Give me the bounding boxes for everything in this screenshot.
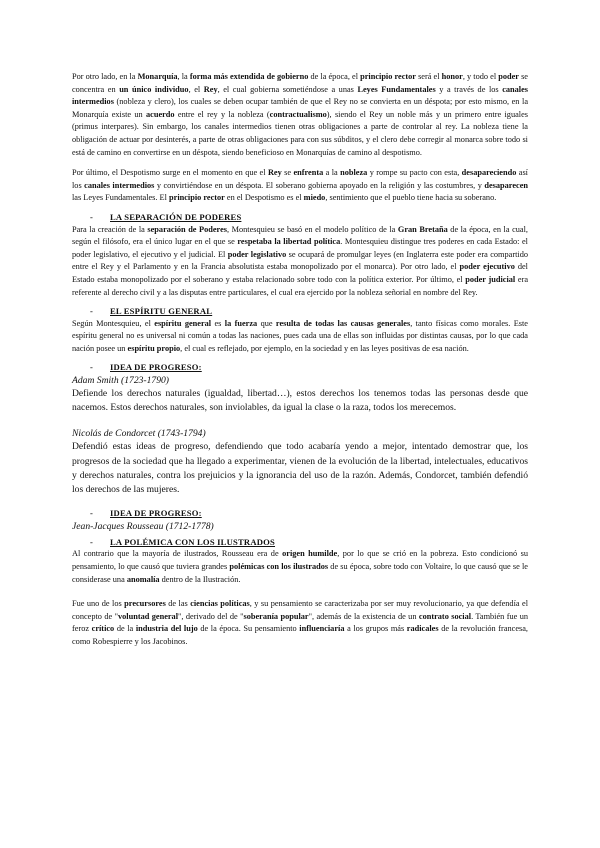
heading-title: EL ESPÍRITU GENERAL <box>110 306 213 317</box>
bold-term: crítico <box>91 624 115 634</box>
bold-term: poder ejecutivo <box>459 262 515 272</box>
bold-term: poder legislativo <box>227 249 287 259</box>
heading-title: LA POLÉMICA CON LOS ILUSTRADOS <box>110 536 276 547</box>
heading-bullet: - <box>90 536 93 547</box>
bold-term: soberanía popular <box>243 611 309 621</box>
paragraph-adam-smith: Defiende los derechos naturales (igualdad, libertad…), estos derechos los tenemos todas las personas desde que nacemos. Estos derechos naturales, son inviolables, da igual la clase o la raza, todos los merecemos. <box>72 388 528 414</box>
bold-term: respetaba la libertad política <box>237 237 341 247</box>
author-condorcet: Nicolás de Condorcet (1743-1794) <box>72 428 206 440</box>
bold-term: acuerdo <box>146 109 175 119</box>
paragraph-monarquia: Por otro lado, en la Monarquía, la forma más extendida de gobierno de la época, el principio rector será el honor, y todo el poder se concentra en un único individuo, el Rey, el cual gobierna sometiéndose a unas Leyes Fundamentales y a través de los canales intermedios (nobleza y clero), los cuales se deben ocupar también de que el Rey no se convierta en un déspota; por esto mismo, en la Monarquía existe un acuerdo entre el rey y la nobleza (contractualismo), siendo el Rey un noble más y un primero entre iguales (primus interpares). Sin embargo, los canales intermedios tienen otras obligaciones a parte de controlar al rey. La nobleza tiene la obligación de actuar por desinterés, a parte de otras obligaciones para con sus súbditos, y el clero debe corregir al monarca sobre todo si está de camino en convertirse en un déspota, siendo beneficioso en Monarquías de camino al despotismo. <box>72 72 528 157</box>
heading-bullet: - <box>90 306 93 317</box>
bold-term: separación de Poderes <box>147 224 227 234</box>
paragraph-condorcet: Defendió estas ideas de progreso, defendiendo que todo acabaría yendo a mejor, intentado demostrar que, los progresos de la sociedad que ha llegado a experimentar, vienen de la evolución de la libertad, intelectuales, educativos y derechos naturales, contra los prejuicios y la ignorancia del uso de la razón. Además, Condorcet, también defendió los derechos de las mujeres. <box>72 441 528 496</box>
heading-title: LA SEPARACIÓN DE PODERES <box>110 211 242 222</box>
section-heading-espiritu-general <box>72 305 528 318</box>
bold-term: ciencias políticas <box>190 599 250 609</box>
bold-term: voluntad general <box>117 611 179 621</box>
bold-term: un único individuo <box>119 84 189 94</box>
section-heading-idea-progreso-2 <box>72 507 528 520</box>
bold-term: canales intermedios <box>72 84 528 107</box>
heading-bullet: - <box>90 362 93 373</box>
heading-bullet: - <box>90 211 93 222</box>
section-heading-separacion-poderes <box>72 211 528 224</box>
paragraph-espiritu-general: Según Montesquieu, el espíritu general es la fuerza que resulta de todas las causas generales, tanto físicas como morales. Este espíritu general no es universal ni común a todas las naciones, pues cada una de ellas son influidas por distintas causas, por lo que cada nación posee un espíritu propio, el cual es reflejado, por ejemplo, en la sociedad y en las leyes positivas de esa nación. <box>72 318 528 353</box>
bold-term: nobleza <box>340 168 368 178</box>
bold-term: resulta de todas las causas generales <box>275 318 411 328</box>
bold-term: polémicas con los ilustrados <box>229 562 329 572</box>
bold-term: principio rector <box>169 193 225 203</box>
bold-term: Gran Bretaña <box>397 224 448 234</box>
bold-term: Leyes Fundamentales <box>357 84 436 94</box>
bold-term: influenciaría <box>299 624 345 634</box>
paragraph-rousseau-pensamiento: Fue uno de los precursores de las ciencias políticas, y su pensamiento se caracterizaba por ser muy revolucionario, ya que defendía el concepto de "voluntad general", derivado del de "soberanía popular", además de la existencia de un contrato social. También fue un feroz crítico de la industria del lujo de la época. Su pensamiento influenciaría a los grupos más radicales de la revolución francesa, como Robespierre y los Jacobinos. <box>72 599 529 647</box>
bold-term: enfrenta <box>293 168 324 178</box>
bold-term: desaparecen <box>484 180 528 190</box>
heading-bullet: - <box>90 508 93 519</box>
bold-term: poder judicial <box>465 274 516 284</box>
bold-term: canales intermedios <box>84 180 155 190</box>
author-rousseau: Jean-Jacques Rousseau (1712-1778) <box>72 520 214 532</box>
bold-term: la fuerza <box>224 318 258 328</box>
heading-title: IDEA DE PROGRESO: <box>110 508 202 519</box>
bold-term: Rey <box>203 84 218 94</box>
bold-term: industria del lujo <box>135 624 198 634</box>
bold-term: anomalía <box>126 574 160 584</box>
bold-term: miedo <box>303 193 326 203</box>
bold-term: desapareciendo <box>461 168 517 178</box>
bold-term: Monarquía <box>137 72 178 81</box>
bold-term: contractualismo <box>269 109 327 119</box>
bold-term: espíritu propio <box>127 343 181 353</box>
bold-term: radicales <box>406 624 439 634</box>
heading-title: IDEA DE PROGRESO: <box>110 362 202 373</box>
paragraph-separacion-poderes: Para la creación de la separación de Poderes, Montesquieu se basó en el modelo político de la Gran Bretaña de la época, en la cual, según el filósofo, era el único lugar en el que se respetaba la libertad política. Montesquieu distingue tres poderes en cada Estado: el poder legislativo, el ejecutivo y el judicial. El poder legislativo se ocupará de promulgar leyes (en Inglaterra este poder era compartido entre el Rey y el Parlamento y en la Francia absolutista estaba monopolizado por el monarca). Por otro lado, el poder ejecutivo del Estado estaba monopolizado por el soberano y estaba relacionado sobre todo con la política exterior. Por último, el poder judicial era referente al derecho civil y a las disputas entre particulares, el cual era ejercido por la nobleza señorial en nombre del Rey. <box>72 224 529 297</box>
bold-term: origen humilde <box>282 549 338 559</box>
section-heading-polemica <box>72 536 528 549</box>
bold-term: honor <box>441 72 463 81</box>
bold-term: contrato social <box>418 611 472 621</box>
bold-term: Rey <box>267 168 282 178</box>
author-adam-smith: Adam Smith (1723-1790) <box>72 375 169 387</box>
bold-term: precursores <box>124 599 166 609</box>
section-heading-idea-progreso-1 <box>72 361 528 374</box>
bold-term: principio rector <box>360 72 416 81</box>
bold-term: forma más extendida de gobierno <box>189 72 309 81</box>
paragraph-despotismo: Por último, el Despotismo surge en el momento en que el Rey se enfrenta a la nobleza y rompe su pacto con esta, desapareciendo así los canales intermedios y convirtiéndose en un déspota. El soberano gobierna apoyado en la religión y las costumbres, y desaparecen las Leyes Fundamentales. El principio rector en el Despotismo es el miedo, sentimiento que el pueblo tiene hacia su soberano. <box>72 168 528 203</box>
bold-term: poder <box>498 72 519 81</box>
bold-term: espíritu general <box>154 318 212 328</box>
paragraph-polemica: Al contrario que la mayoría de ilustrados, Rousseau era de origen humilde, por lo que se crió en la pobreza. Esto condicionó su pensamiento, lo que causó que tuviera grandes polémicas con los ilustrados de su época, sobre todo con Voltaire, lo que causó que se le considerase una anomalía dentro de la Ilustración. <box>72 549 528 584</box>
